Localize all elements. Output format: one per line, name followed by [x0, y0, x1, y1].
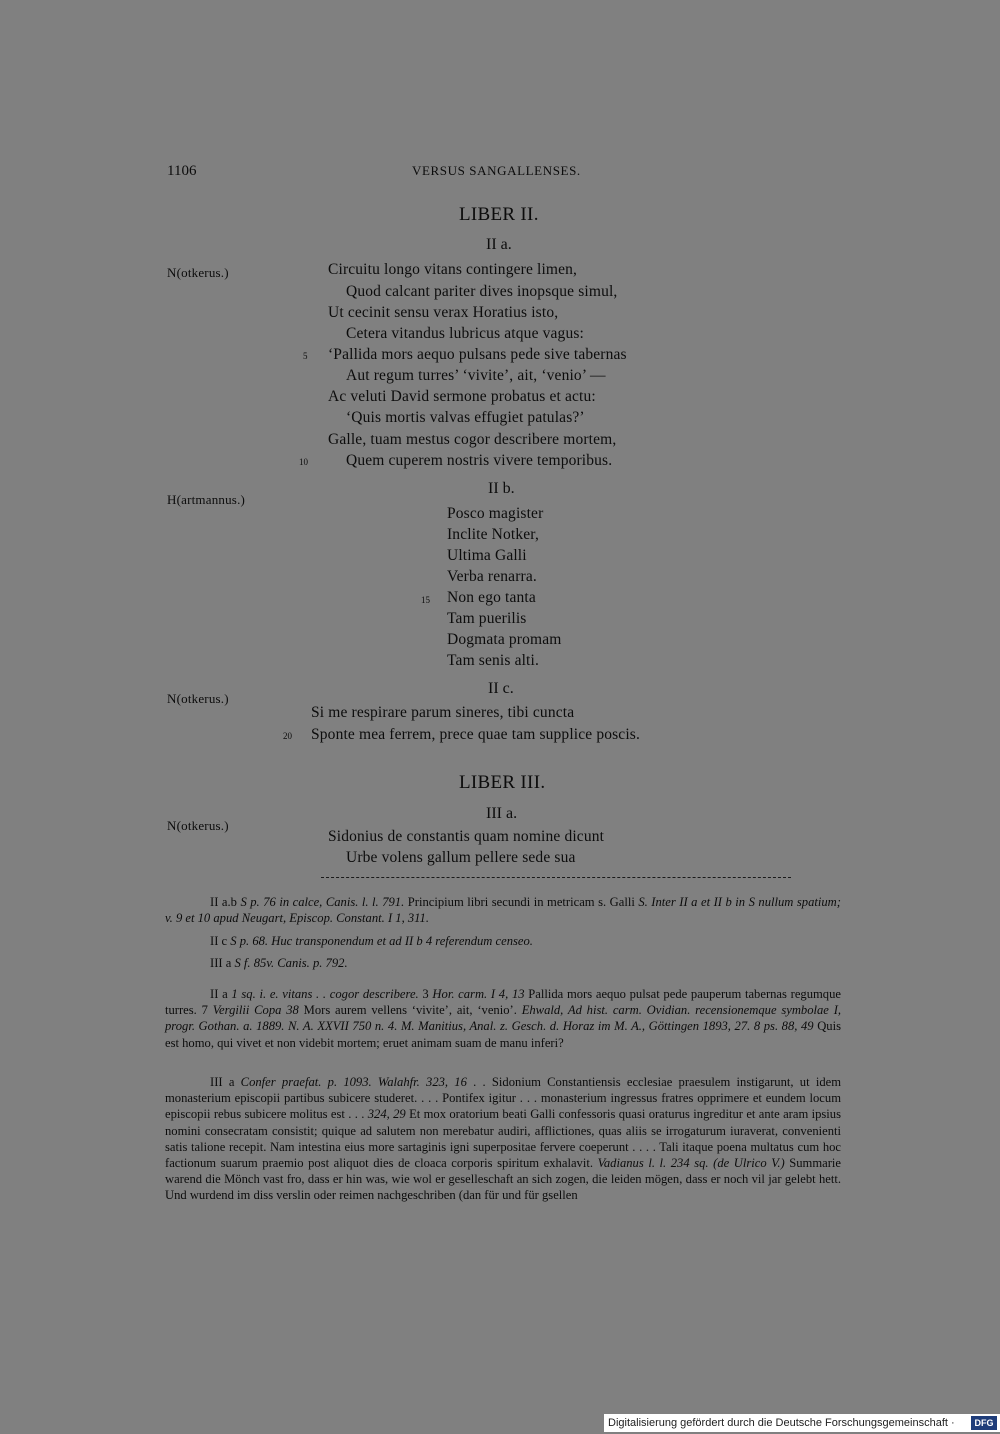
- page-number: 1106: [167, 163, 197, 179]
- verse-line: Galle, tuam mestus cogor describere mortem,: [328, 431, 617, 448]
- verse-line: ‘Pallida mors aequo pulsans pede sive tabernas: [328, 346, 627, 363]
- verse-line: Posco magister: [447, 505, 544, 522]
- speaker-iib: H(artmannus.): [167, 492, 246, 507]
- verse-line: Circuitu longo vitans contingere limen,: [328, 261, 578, 278]
- section-label-iiia: III a.: [486, 805, 518, 822]
- verse-line: Aut regum turres’ ‘vivite’, ait, ‘venio’ —: [346, 367, 606, 384]
- liber-ii-title: LIBER II.: [459, 204, 539, 225]
- verse-line: Verba renarra.: [447, 568, 537, 585]
- verse-line: Tam puerilis: [447, 610, 527, 627]
- footer-credit: Digitalisierung gefördert durch die Deutsche Forschungsgemeinschaft ·: [608, 1417, 955, 1429]
- verse-line: Sidonius de constantis quam nomine dicunt: [328, 828, 605, 845]
- section-label-iic: II c.: [488, 680, 514, 697]
- verse-line: Ut cecinit sensu verax Horatius isto,: [328, 304, 559, 321]
- speaker-iiia: N(otkerus.): [167, 818, 229, 833]
- commentary-note: III a Confer praefat. p. 1093. Walahfr. 323, 16 . . Sidonium Constantiensis ecclesiae praesulem instigarunt, ut idem monasterium episcopii partibus subicere studeret. . . . Pontifex igitur . . . monasterium ingressus fratres opprimere et eundem locum episcopii rebus subicere molitus est . . . 324, 29 Et mox oratorium beati Galli confessoris quasi oraturus ingreditur et ante aram ipsius nomini consecratam consistit; quique ad salutem non merebatur audiri, afflictiones, quas aliis se irrogaturum iuraverat, convenienti satis talione recepit. Nam intestina eius more sartaginis igni superpositae fervere coeperunt . . . . Tali itaque poena multatus cum hoc factionum suarum praemio post aliquot dies de cloaca corporis spiritum exhalavit. Vadianus l. l. 234 sq. (de Ulrico V.) Summarie warend die Mönch vast fro, dass er hin was, wie wol er geselleschaft an sich zogen, die leiden mögen, dass er noch vil jar gelebt hett. Und wurdend im diss verslin oder reimen nachgeschriben (dan für und für gsellen: [165, 1075, 842, 1203]
- verse-line: Inclite Notker,: [447, 526, 540, 543]
- section-label-iia: II a.: [486, 236, 512, 253]
- commentary-note: II a 1 sq. i. e. vitans . . cogor describere. 3 Hor. carm. I 4, 13 Pallida mors aequo pulsat pede pauperum tabernas regumque turres. 7 Vergilii Copa 38 Mors aurem vellens ‘vivite’, ait, ‘venio’. Ehwald, Ad hist. carm. Ovidian. recensionemque symbolae I, progr. Gothan. a. 1889. N. A. XXVII 750 n. 4. M. Manitius, Anal. z. Gesch. d. Horaz im M. A., Göttingen 1893, 27. 8 ps. 88, 49 Quis est homo, qui vivet et non videbit mortem; eruet animam suam de manu inferi?: [165, 987, 842, 1050]
- verse-line: Quod calcant pariter dives inopsque simul,: [346, 283, 618, 300]
- running-title: VERSUS SANGALLENSES.: [412, 163, 581, 178]
- line-number: 15: [421, 595, 430, 605]
- verse-line: Ac veluti David sermone probatus et actu:: [328, 388, 596, 405]
- apparatus-note: II c S p. 68. Huc transponendum et ad II b 4 referendum censeo.: [210, 934, 533, 948]
- line-number: 10: [299, 457, 308, 467]
- liber-iii-title: LIBER III.: [459, 772, 546, 793]
- verse-line: Cetera vitandus lubricus atque vagus:: [346, 325, 584, 342]
- verse-line: Sponte mea ferrem, prece quae tam supplice poscis.: [311, 726, 641, 743]
- apparatus-note: III a S f. 85v. Canis. p. 792.: [210, 956, 348, 970]
- dfg-logo-icon: DFG: [971, 1416, 997, 1430]
- digitization-footer: [604, 1414, 1000, 1432]
- verse-line: Quem cuperem nostris vivere temporibus.: [346, 452, 613, 469]
- verse-line: Dogmata promam: [447, 631, 562, 648]
- section-divider: [321, 877, 791, 878]
- speaker-iic: N(otkerus.): [167, 691, 229, 706]
- verse-line: Si me respirare parum sineres, tibi cuncta: [311, 704, 575, 721]
- verse-line: Urbe volens gallum pellere sede sua: [346, 849, 576, 866]
- section-label-iib: II b.: [488, 480, 515, 497]
- verse-line: Tam senis alti.: [447, 652, 539, 669]
- verse-line: Ultima Galli: [447, 547, 527, 564]
- verse-line: Non ego tanta: [447, 589, 536, 606]
- speaker-iia: N(otkerus.): [167, 265, 229, 280]
- apparatus-note: II a.b S p. 76 in calce, Canis. l. l. 791. Principium libri secundi in metricam s. Galli S. Inter II a et II b in S nullum spatium; v. 9 et 10 apud Neugart, Episcop. Constant. I 1, 311.: [165, 895, 841, 926]
- verse-line: ‘Quis mortis valvas effugiet patulas?’: [346, 409, 585, 426]
- line-number: 5: [303, 351, 308, 361]
- line-number: 20: [283, 731, 292, 741]
